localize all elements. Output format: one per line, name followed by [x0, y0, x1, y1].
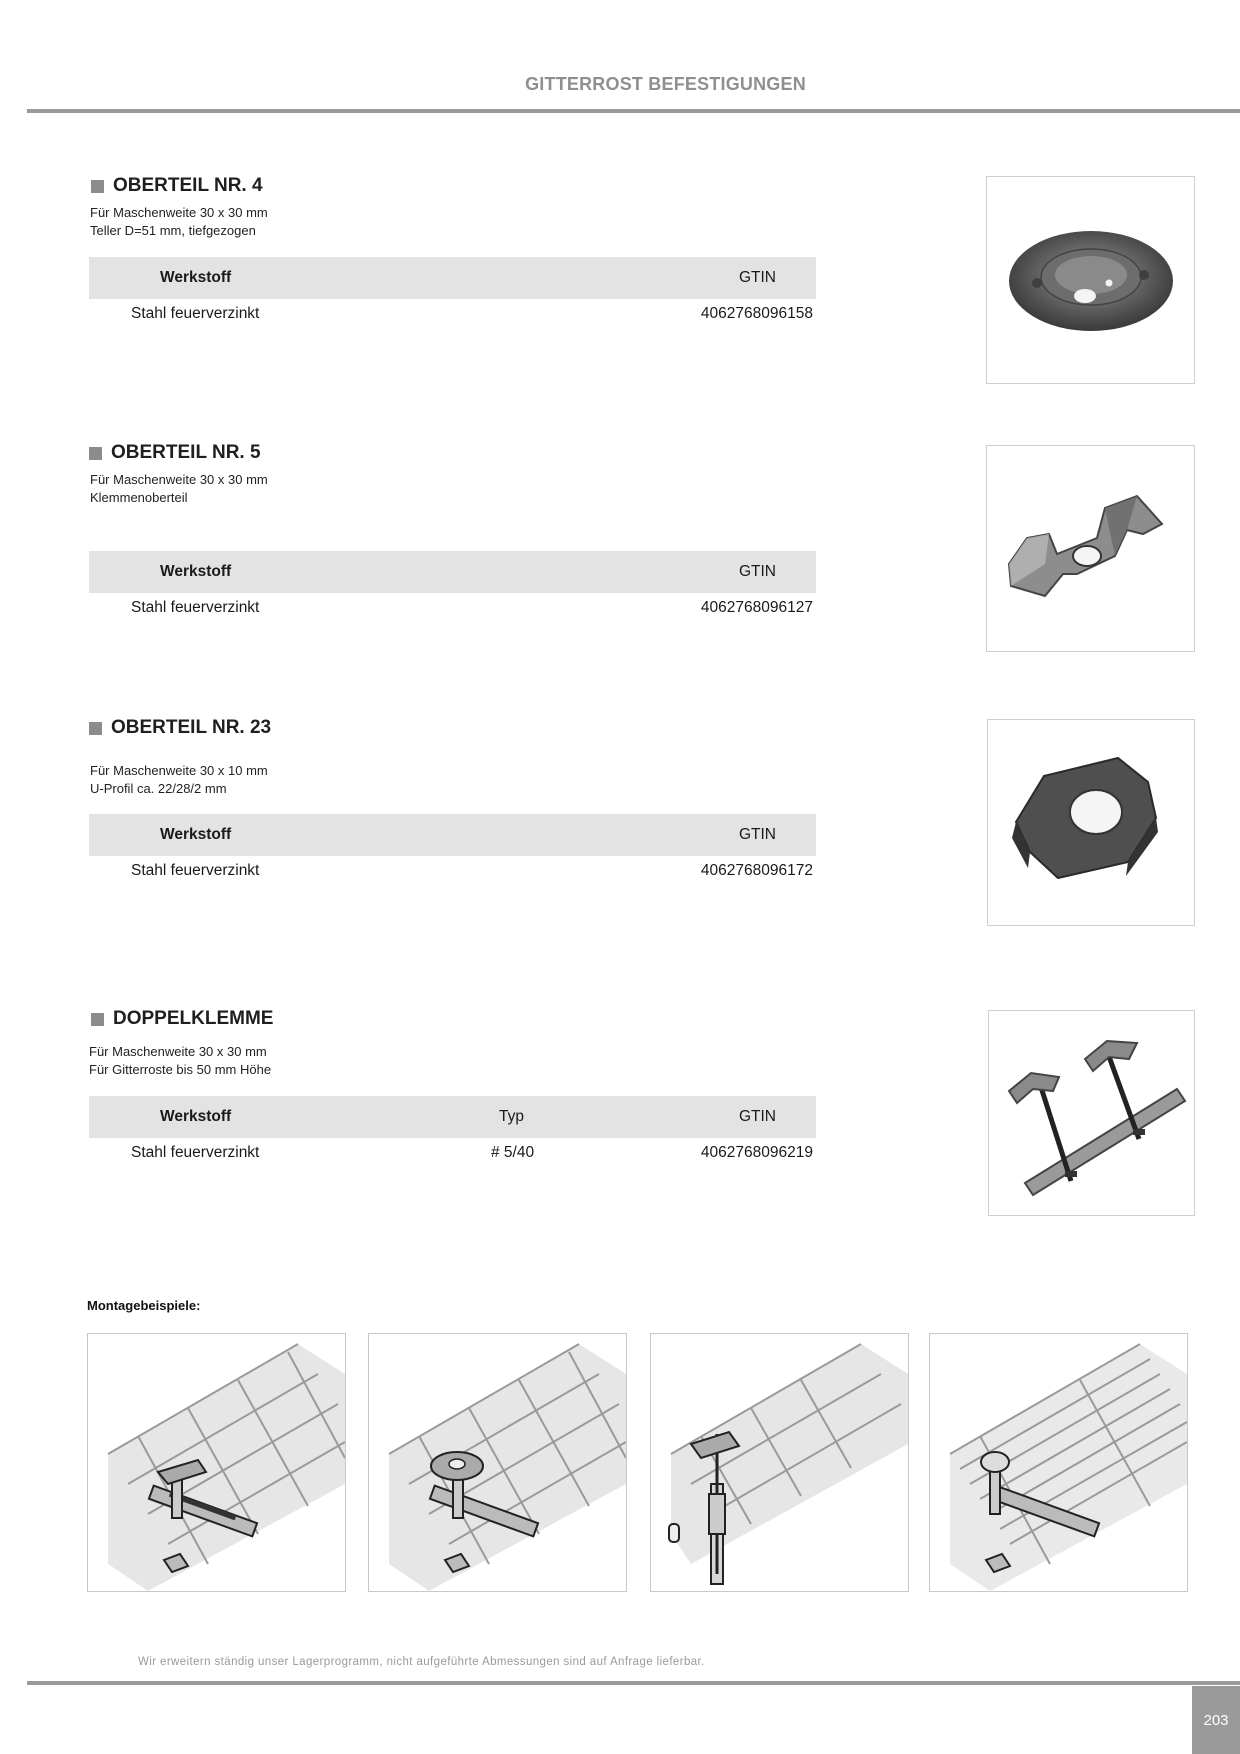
material-cell: Stahl feuerverzinkt [131, 305, 260, 322]
gtin-column-header: GTIN [738, 1108, 776, 1125]
product-description [90, 762, 268, 798]
product-title: DOPPELKLEMME [113, 1008, 274, 1029]
product-image-round-plate [986, 176, 1195, 384]
product-title: OBERTEIL NR. 5 [111, 442, 261, 463]
table-header [89, 814, 816, 856]
press-grating-mounting-icon [930, 1334, 1187, 1591]
mounting-example-1 [87, 1333, 346, 1592]
product-table [89, 551, 816, 623]
product-image-u-profile [987, 719, 1195, 926]
header-divider [27, 109, 1240, 113]
product-description [90, 204, 268, 240]
table-header [89, 257, 816, 299]
clamp-top-part-icon [987, 446, 1194, 651]
table-header [89, 1096, 816, 1138]
mounting-example-2 [368, 1333, 627, 1592]
table-row [89, 856, 816, 886]
product-heading [91, 1008, 273, 1030]
material-column-header: Werkstoff [160, 269, 232, 286]
description-line: Teller D=51 mm, tiefgezogen [90, 223, 256, 238]
material-column-header: Werkstoff [160, 826, 232, 843]
product-table [89, 257, 816, 329]
type-cell: # 5/40 [491, 1144, 535, 1161]
material-cell: Stahl feuerverzinkt [131, 862, 260, 879]
grating-hook-mounting-icon [651, 1334, 908, 1591]
table-row [89, 593, 816, 623]
table-header [89, 551, 816, 593]
montage-label: Montagebeispiele: [87, 1298, 201, 1313]
material-cell: Stahl feuerverzinkt [131, 1144, 260, 1161]
product-description [90, 471, 268, 507]
material-column-header: Werkstoff [160, 1108, 232, 1125]
gtin-cell: 4062768096158 [700, 305, 813, 322]
product-image-clamp-top [986, 445, 1195, 652]
description-line: Für Gitterroste bis 50 mm Höhe [89, 1062, 272, 1077]
footer-divider [27, 1681, 1240, 1685]
double-clamp-icon [989, 1011, 1194, 1215]
grating-clamp-mounting-icon [88, 1334, 345, 1591]
table-row [89, 299, 816, 329]
table-row [89, 1138, 816, 1168]
gtin-column-header: GTIN [738, 826, 776, 843]
product-table [89, 814, 816, 886]
square-bullet-icon [91, 1013, 104, 1026]
description-line: Für Maschenweite 30 x 10 mm [90, 763, 268, 778]
square-bullet-icon [89, 447, 102, 460]
product-heading [91, 175, 263, 197]
mounting-example-3 [650, 1333, 909, 1592]
product-table [89, 1096, 816, 1168]
u-profile-clip-icon [988, 720, 1194, 925]
product-title: OBERTEIL NR. 4 [113, 175, 263, 196]
product-heading [89, 717, 271, 739]
page-number: 203 [1192, 1686, 1240, 1754]
material-column-header: Werkstoff [160, 563, 232, 580]
gtin-column-header: GTIN [738, 269, 776, 286]
description-line: Für Maschenweite 30 x 30 mm [90, 205, 268, 220]
description-line: Für Maschenweite 30 x 30 mm [90, 472, 268, 487]
round-plate-washer-icon [987, 177, 1194, 383]
product-description [89, 1043, 271, 1079]
type-column-header: Typ [499, 1108, 524, 1125]
grating-plate-mounting-icon [369, 1334, 626, 1591]
footnote: Wir erweitern ständig unser Lagerprogramm, nicht aufgeführte Abmessungen sind auf Anfrage lieferbar. [138, 1656, 705, 1668]
square-bullet-icon [89, 722, 102, 735]
gtin-cell: 4062768096127 [700, 599, 813, 616]
square-bullet-icon [91, 180, 104, 193]
product-title: OBERTEIL NR. 23 [111, 717, 272, 738]
material-cell: Stahl feuerverzinkt [131, 599, 260, 616]
gtin-cell: 4062768096172 [700, 862, 813, 879]
description-line: Klemmenoberteil [90, 490, 188, 505]
description-line: U-Profil ca. 22/28/2 mm [90, 781, 227, 796]
product-image-double-clamp [988, 1010, 1195, 1216]
description-line: Für Maschenweite 30 x 30 mm [89, 1044, 267, 1059]
gtin-cell: 4062768096219 [700, 1144, 813, 1161]
page-title: GITTERROST BEFESTIGUNGEN [525, 74, 806, 94]
mounting-example-4 [929, 1333, 1188, 1592]
product-heading [89, 442, 261, 464]
gtin-column-header: GTIN [738, 563, 776, 580]
